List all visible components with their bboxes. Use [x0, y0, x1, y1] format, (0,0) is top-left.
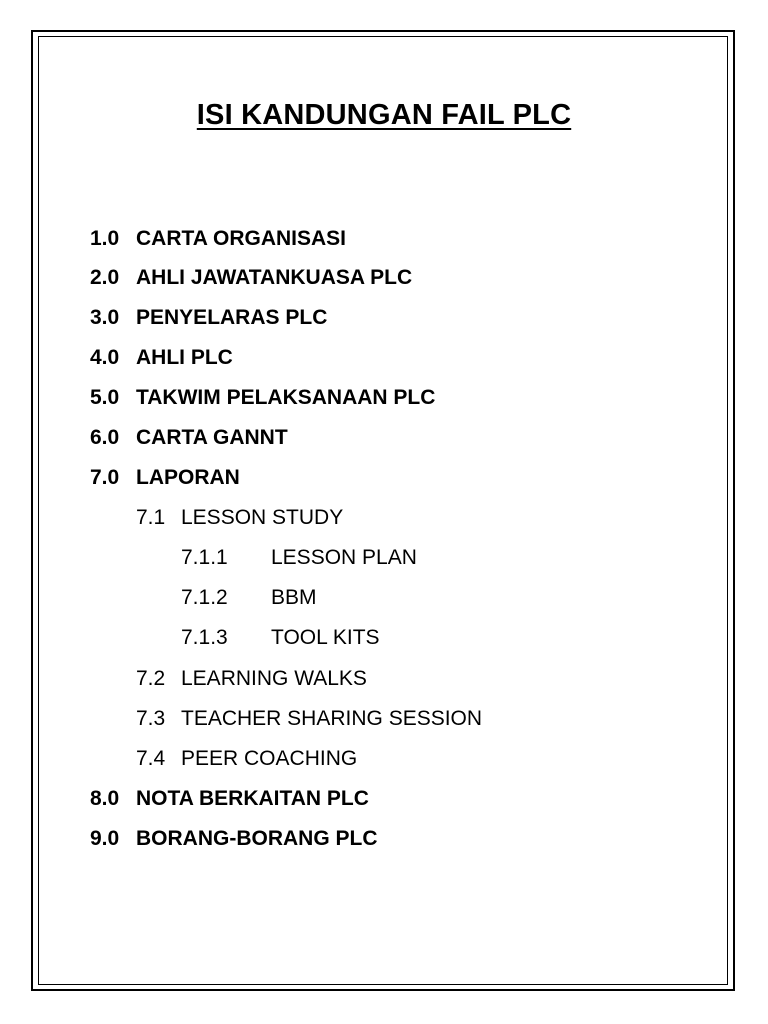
toc-entry-label: LESSON PLAN: [271, 546, 417, 569]
toc-entry-label: BORANG-BORANG PLC: [136, 827, 378, 850]
toc-entry-label: LESSON STUDY: [181, 506, 344, 529]
toc-entry-label: TEACHER SHARING SESSION: [181, 707, 483, 730]
toc-entry-label: CARTA ORGANISASI: [136, 227, 346, 250]
toc-entry-label: LEARNING WALKS: [181, 667, 367, 690]
toc-entry-number: 7.2: [136, 667, 166, 690]
toc-entry-label: BBM: [271, 586, 317, 609]
toc-entry-number: 1.0: [90, 227, 120, 250]
toc-entry-number: 7.1: [136, 506, 166, 529]
toc-entry-number: 7.4: [136, 747, 166, 770]
toc-entry-label: NOTA BERKAITAN PLC: [136, 787, 369, 810]
toc-entry-number: 4.0: [90, 346, 120, 369]
toc-entry-number: 7.3: [136, 707, 166, 730]
toc-entry-number: 6.0: [90, 426, 120, 449]
toc-entry-label: PEER COACHING: [181, 747, 358, 770]
toc-entry-label: AHLI PLC: [136, 346, 233, 369]
toc-entry-number: 7.0: [90, 466, 120, 489]
toc-entry-number: 3.0: [90, 306, 120, 329]
toc-entry-number: 5.0: [90, 386, 120, 409]
toc-entry-number: 7.1.1: [181, 546, 228, 569]
toc-entry-number: 9.0: [90, 827, 120, 850]
toc-entry-label: LAPORAN: [136, 466, 240, 489]
toc-entry-label: TOOL KITS: [271, 626, 380, 649]
toc-entry-label: CARTA GANNT: [136, 426, 288, 449]
page-title: ISI KANDUNGAN FAIL PLC: [196, 99, 572, 131]
toc-entry-number: 8.0: [90, 787, 120, 810]
toc-entry-number: 2.0: [90, 266, 120, 289]
toc-entry-number: 7.1.2: [181, 586, 228, 609]
toc-entry-number: 7.1.3: [181, 626, 228, 649]
toc-entry-label: AHLI JAWATANKUASA PLC: [136, 266, 413, 289]
toc-entry-label: PENYELARAS PLC: [136, 306, 328, 329]
toc-entry-label: TAKWIM PELAKSANAAN PLC: [136, 386, 436, 409]
